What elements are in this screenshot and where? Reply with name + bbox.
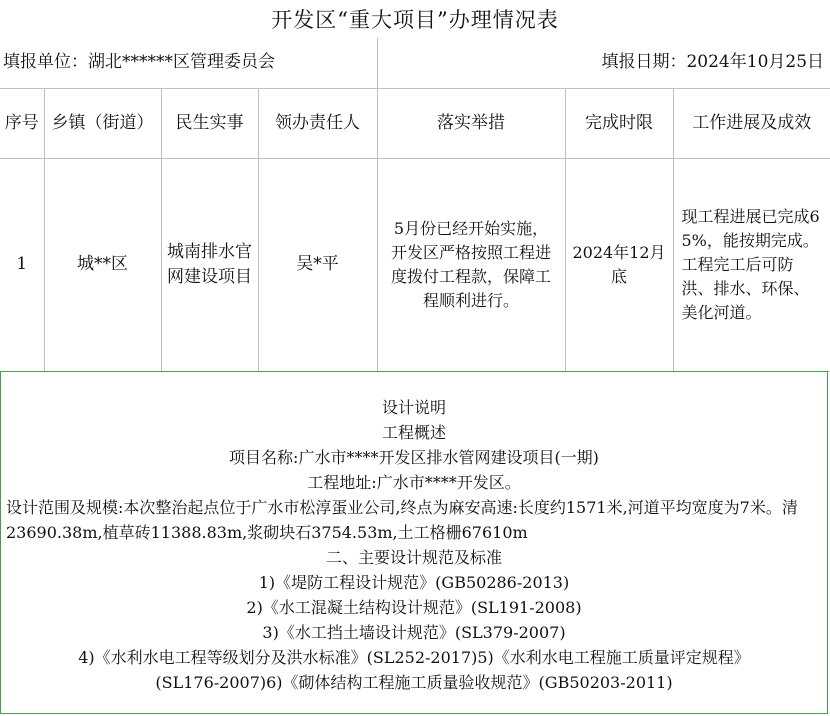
cell-progress-text: 现工程进展已完成65%，能按期完成。工程完工后可防洪、排水、环保、美化河道。 [681,206,820,322]
cell-progress [673,158,830,371]
cell-deadline [565,158,673,371]
design-spec-2: 2)《水工混凝土结构设计规范》(SL191-2008) [246,598,582,617]
cell-item-text: 城南排水官网建设项目 [167,241,252,287]
header-no: 序号 [0,88,44,158]
design-project-name: 项目名称:广水市****开发区排水管网建设项目(一期) [229,448,599,467]
design-spec-3: 3)《水工挡土墙设计规范》(SL379-2007) [262,623,566,642]
cell-measures [377,158,565,371]
design-overview: 工程概述 [381,423,446,442]
cell-deadline-text: 2024年12月底 [572,242,666,286]
report-table [0,38,830,372]
cell-leader: 吴*平 [258,158,377,371]
table-row [0,158,830,371]
design-spec-5: (SL176-2007)6)《砌体结构工程施工质量验收规范》(GB50203-2011) [155,673,673,692]
design-scope: 设计范围及规模:本次整治起点位于广水市松淳蛋业公司,终点为麻安高速:长度约1571米,河道平均宽度为7米。清23690.38m,植草砖11388.83m,浆砌块石3754.53m,土工格栅67610m [6,498,798,542]
header-town: 乡镇（街道） [44,88,161,158]
report-date [377,38,830,88]
design-spec-1: 1)《堤防工程设计规范》(GB50286-2013) [258,573,570,592]
header-deadline: 完成时限 [565,88,673,158]
cell-town: 城**区 [44,158,161,371]
info-row [0,38,830,88]
design-address: 工程地址:广水市****开发区。 [307,473,521,492]
report-unit: 填报单位：湖北******区管理委员会 [0,38,377,88]
cell-measures-text: 5月份已经开始实施，开发区严格按照工程进度拨付工程款，保障工程顺利进行。 [390,218,551,310]
header-leader: 领办责任人 [258,88,377,158]
header-measures: 落实举措 [377,88,565,158]
header-item: 民生实事 [161,88,258,158]
design-spec-4: 4)《水利水电工程等级划分及洪水标准》(SL252-2017)5)《水利水电工程施工质量评定规程》 [78,648,750,667]
design-section2: 二、主要设计规范及标准 [325,548,502,567]
cell-no: 1 [0,158,44,371]
page-title: 开发区“重大项目”办理情况表 [271,8,559,32]
design-heading: 设计说明 [381,398,446,417]
header-row [0,88,830,158]
report-date-text: 填报日期：2024年10月25日 [601,52,825,73]
header-progress: 工作进展及成效 [673,88,830,158]
cell-item [161,158,258,371]
design-notes [0,371,828,714]
